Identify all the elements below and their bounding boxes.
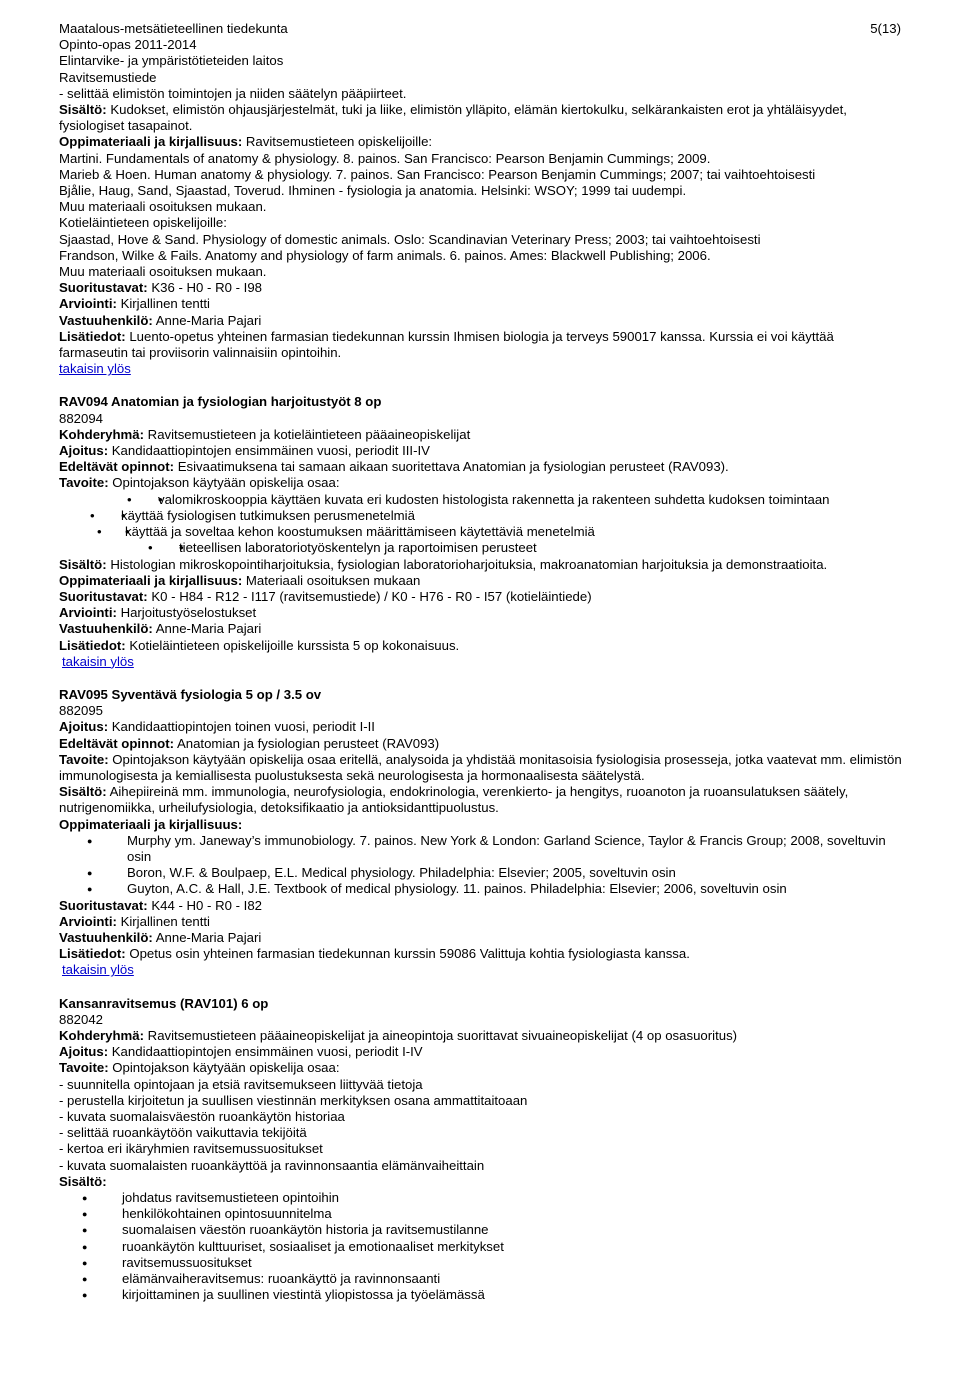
list-item: • • valomikroskooppia käyttäen kuvata eri kudosten histologista rakennetta ja rakenteen suhdetta kudoksen toimintaan [59,492,904,508]
content-paragraph: Sisältö: Kudokset, elimistön ohjausjärjestelmät, tuki ja liike, elimistön ylläpito, elämän kiertokulku, selkärankaisten erot ja yhtäläisyydet, fysiologiset tasapainot. [59,102,847,134]
content-heading: Sisältö: [59,1173,107,1189]
assessment: Arviointi: Harjoitustyöselostukset [59,605,257,621]
objectives-list [59,492,904,557]
prerequisites: Edeltävät opinnot: Anatomian ja fysiologian perusteet (RAV093) [59,735,440,751]
target-group: Kohderyhmä: Ravitsemustieteen pääaineopiskelijat ja aineopintoja suorittavat sivuaineopiskelijat (4 op osasuoritus) [59,1027,738,1043]
responsible-person: Vastuuhenkilö: Anne-Maria Pajari [59,621,262,637]
additional-info: Lisätiedot: Luento-opetus yhteinen farmasian tiedekunnan kurssin Ihmisen biologia ja terveys 590017 kanssa. Kurssia ei voi käyttää farmaseutin tai proviisorin valinnaisiin opintoihin. [59,328,834,361]
target-group: Kohderyhmä: Ravitsemustieteen ja kotieläintieteen pääaineopiskelijat [59,426,471,442]
document-page [59,21,904,1303]
header-faculty: Maatalous-metsätieteellinen tiedekunta [59,21,288,36]
list-item: ● kirjoittaminen ja suullinen viestintä yliopistossa ja työelämässä [122,1287,904,1303]
back-to-top-link[interactable]: takaisin ylös [62,962,134,978]
header-subject: Ravitsemustiede [59,69,157,85]
list-item: ● Murphy ym. Janeway’s immunobiology. 7. painos. New York & London: Garland Science, Taylor & Francis Group; 2008, soveltuvin osin [127,833,904,865]
back-to-top-link[interactable]: takaisin ylös [59,361,131,377]
timing: Ajoitus: Kandidaattiopintojen toinen vuosi, periodit I-II [59,719,375,735]
objective-item: - perustella kirjoitetun ja suullisen viestinnän merkityksen osana ammattitaitoaan [59,1092,528,1108]
reference-sjaastad: Sjaastad, Hove & Sand. Physiology of domestic animals. Oslo: Scandinavian Veterinary Press; 2003; tai vaihtoehtoisesti [59,231,761,247]
list-item: ● elämänvaiheravitsemus: ruoankäyttö ja ravinnonsaanti [122,1271,904,1287]
materials-heading: Oppimateriaali ja kirjallisuus: [59,816,243,832]
page-number: 5(13) [870,21,901,36]
objective-item: - suunnitella opintojaan ja etsiä ravitsemukseen liittyvää tietoja [59,1076,423,1092]
animal-science-heading: Kotieläintieteen opiskelijoille: [59,215,227,231]
list-item: • • käyttää ja soveltaa kehon koostumuksen määrittämiseen käytettäviä menetelmiä [59,524,904,540]
objective-item: - kuvata suomalaisväestön ruoankäytön historiaa [59,1109,345,1124]
list-item: ● suomalaisen väestön ruoankäytön historia ja ravitsemustilanne [122,1222,904,1238]
list-item: ● johdatus ravitsemustieteen opintoihin [122,1190,904,1206]
objective-line: - selittää elimistön toimintojen ja niiden säätelyn pääpiirteet. [59,85,407,101]
materials-heading: Oppimateriaali ja kirjallisuus: Ravitsemustieteen opiskelijoille: [59,134,433,150]
other-material: Muu materiaali osoituksen mukaan. [59,264,267,280]
content: Sisältö: Aihepiireinä mm. immunologia, neurofysiologia, endokrinologia, verenkierto- ja hengitys, ruoanoton ja ruoansulatuksen säätely, nutrigenomiikka, urheilufysiologia, detoksifikaatio ja antioksidanttipuolustus. [59,784,849,816]
reference-martini: Martini. Fundamentals of anatomy & physiology. 8. painos. San Francisco: Pearson Benjamin Cummings; 2009. [59,150,711,166]
reference-bjalie: Bjålie, Haug, Sand, Sjaastad, Toverud. Ihminen - fysiologia ja anatomia. Helsinki: WSOY; 1999 tai uudempi. [59,183,687,199]
objective: Tavoite: Opintojakson käytyään opiskelija osaa eritellä, analysoida ja yhdistää monitasoisia fysiologisia prosesseja, jotka vaatevat mm. elimistön immunologisesta ja kemiallisesta puolustuksesta sekä neurologisesta ja hormonaalisesta säätelystä. [59,751,902,783]
back-to-top-link[interactable]: takaisin ylös [62,653,134,669]
materials: Oppimateriaali ja kirjallisuus: Materiaali osoituksen mukaan [59,572,421,588]
list-item: • • käyttää fysiologisen tutkimuksen perusmenetelmiä [59,508,904,524]
list-item: ● Guyton, A.C. & Hall, J.E. Textbook of medical physiology. 11. painos. Philadelphia: Elsevier; 2006, soveltuvin osin [127,881,904,897]
course-code: 882095 [59,703,104,719]
content-list [59,1190,904,1303]
additional-info: Lisätiedot: Kotieläintieteen opiskelijoille kurssista 5 op kokonaisuus. [59,637,460,653]
course-title: Kansanravitsemus (RAV101) 6 op [59,995,269,1011]
assessment: Arviointi: Kirjallinen tentti [59,296,210,312]
responsible-person: Vastuuhenkilö: Anne-Maria Pajari [59,312,262,328]
list-item: ● ruoankäytön kulttuuriset, sosiaaliset ja emotionaaliset merkitykset [122,1239,904,1255]
objective: Tavoite: Opintojakson käytyään opiskelija osaa: [59,1060,340,1076]
list-item: • • tieteellisen laboratoriotyöskentelyn ja raportoimisen perusteet [59,540,904,556]
reference-frandson: Frandson, Wilke & Fails. Anatomy and physiology of farm animals. 6. painos. Ames: Blackwell Publishing; 2006. [59,247,711,263]
course-title: RAV094 Anatomian ja fysiologian harjoitustyöt 8 op [59,394,382,410]
content: Sisältö: Histologian mikroskopointiharjoituksia, fysiologian laboratorioharjoituksia, makroanatomian harjoituksia ja demonstraatioita. [59,556,828,572]
course-title: RAV095 Syventävä fysiologia 5 op / 3.5 ov [59,686,322,702]
course-code: 882042 [59,1011,104,1027]
objective-item: - kuvata suomalaisten ruoankäyttöä ja ravinnonsaantia elämänvaiheittain [59,1157,485,1173]
prerequisites: Edeltävät opinnot: Esivaatimuksena tai samaan aikaan suoritettava Anatomian ja fysiologian perusteet (RAV093). [59,459,729,475]
list-item: ● Boron, W.F. & Boulpaep, E.L. Medical physiology. Philadelphia: Elsevier; 2005, soveltuvin osin [127,865,904,881]
completion-methods: Suoritustavat: K36 - H0 - R0 - I98 [59,280,263,296]
header-department: Elintarvike- ja ympäristötieteiden laitos [59,53,284,69]
objective: Tavoite: Opintojakson käytyään opiskelija osaa: [59,475,340,491]
timing: Ajoitus: Kandidaattiopintojen ensimmäinen vuosi, periodit I-IV [59,1044,423,1060]
objective-item: - kertoa eri ikäryhmien ravitsemussuositukset [59,1141,323,1157]
list-item: ● ravitsemussuositukset [122,1255,904,1271]
other-material: Muu materiaali osoituksen mukaan. [59,199,267,215]
list-item: ● henkilökohtainen opintosuunnitelma [122,1206,904,1222]
completion-methods: Suoritustavat: K0 - H84 - R12 - I117 (ravitsemustiede) / K0 - H76 - R0 - I57 (kotieläintiede) [59,588,592,604]
timing: Ajoitus: Kandidaattiopintojen ensimmäinen vuosi, periodit III-IV [59,443,430,459]
reference-marieb: Marieb & Hoen. Human anatomy & physiology. 7. painos. San Francisco: Pearson Benjamin Cummings; 2007; tai vaihtoehtoisesti [59,166,816,182]
course-code: 882094 [59,410,104,426]
header-guide: Opinto-opas 2011-2014 [59,37,197,53]
references-list [59,833,904,898]
additional-info: Lisätiedot: Opetus osin yhteinen farmasian tiedekunnan kurssin 59086 Valittuja kohtia fysiologiasta kanssa. [59,946,690,962]
responsible-person: Vastuuhenkilö: Anne-Maria Pajari [59,929,262,945]
assessment: Arviointi: Kirjallinen tentti [59,913,210,929]
objective-item: - selittää ruoankäytöön vaikuttavia tekijöitä [59,1125,307,1141]
completion-methods: Suoritustavat: K44 - H0 - R0 - I82 [59,897,263,913]
